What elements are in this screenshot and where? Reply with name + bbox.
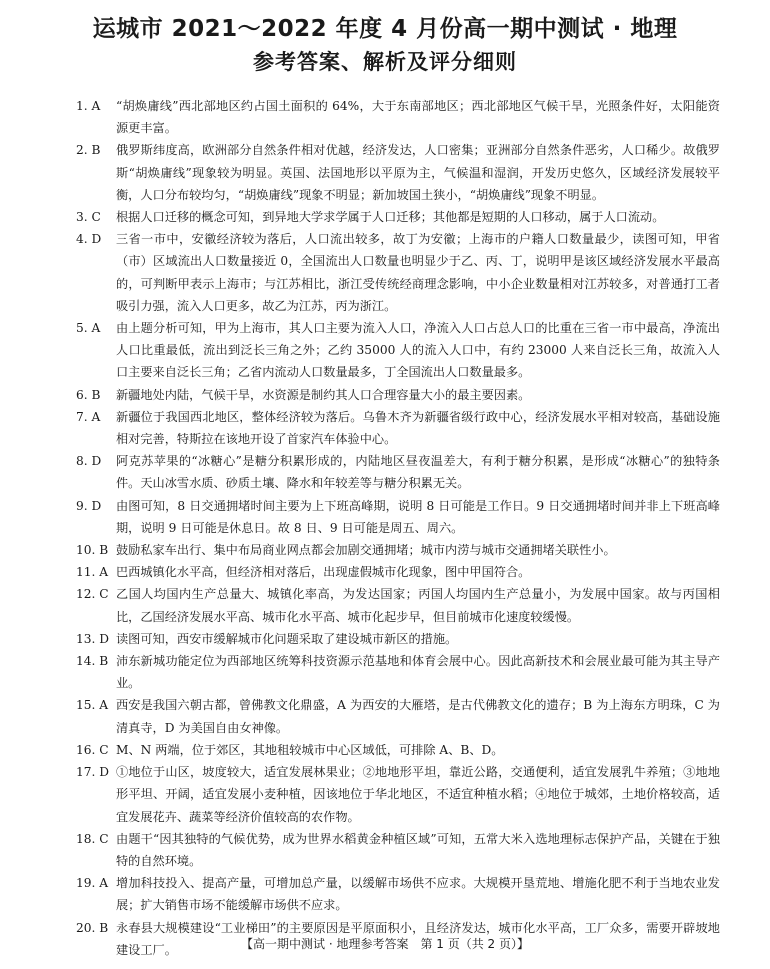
answer-number: 7. A <box>76 409 101 424</box>
answer-number: 4. D <box>76 232 102 247</box>
answer-item <box>76 384 720 406</box>
answer-explanation: 阿克苏苹果的“冰糖心”是糖分积累形成的，内陆地区昼夜温差大，有利于糖分积累，是形成“冰糖心”的独特条件。天山冰雪水质、砂质土壤、降水和年较差等与糖分积累无关。 <box>116 454 720 491</box>
answer-explanation: 西安是我国六朝古都，曾佛教文化鼎盛，A 为西安的大雁塔，是古代佛教文化的遗存；B 为上海东方明珠，C 为清真寺，D 为美国自由女神像。 <box>116 698 720 735</box>
answer-explanation: 永春县大规模建设“工业梯田”的主要原因是平原面积小，且经济发达，城市化水平高，工厂众多，需要开辟坡地建设工厂。 <box>116 920 720 957</box>
answer-number: 9. D <box>76 498 102 513</box>
answer-number: 11. A <box>76 565 109 580</box>
answer-item <box>76 495 720 539</box>
answer-explanation: “胡焕庸线”西北部地区约占国土面积的 64%，大于东南部地区；西北部地区气候干旱，光照条件好，太阳能资源更丰富。 <box>116 99 720 136</box>
answer-number: 8. D <box>76 454 102 469</box>
answer-item <box>76 206 720 228</box>
answer-number: 18. C <box>76 831 109 846</box>
answer-number: 17. D <box>76 765 110 780</box>
answer-item <box>76 628 720 650</box>
answer-item <box>76 539 720 561</box>
answer-number: 14. B <box>76 654 109 669</box>
answer-number: 3. C <box>76 210 101 225</box>
answer-explanation: 新疆位于我国西北地区，整体经济较为落后。乌鲁木齐为新疆省级行政中心，经济发展水平相对较高，基础设施相对完善，特斯拉在该地开设了首家汽车体验中心。 <box>116 409 720 447</box>
answer-item <box>76 95 720 139</box>
answer-explanation: ①地位于山区，坡度较大，适宜发展林果业；②地地形平坦，靠近公路，交通便利，适宜发展乳牛养殖；③地地形平坦、开阔，适宜发展小麦种植，因该地位于华北地区，不适宜种植水稻；④地位于城郊，土地价格较高，适宜发展花卉、蔬菜等经济价值较高的农作物。 <box>116 765 720 824</box>
answer-explanation: 由上题分析可知，甲为上海市，其人口主要为流入人口，净流入人口占总人口的比重在三省一市中最高，净流出人口比重最低，流出到泛长三角之外；乙约 35000 人的流入人口中，有约 23000 人来自泛长三角，故流入人口主要来自泛长三角；乙省内流动人口数量最多，丁全国流出人口数量最多。 <box>116 321 720 380</box>
answer-number: 19. A <box>76 876 109 891</box>
page-footer: 【高一期中测试 · 地理参考答案 第 1 页（共 2 页）】 <box>241 937 529 951</box>
answer-explanation: 由图可知，8 日交通拥堵时间主要为上下班高峰期，说明 8 日可能是工作日。9 日交通拥堵时间并非上下班高峰期，说明 9 日可能是休息日。故 8 日、9 日可能是周五、周六。 <box>116 498 720 535</box>
answer-item <box>76 406 720 450</box>
answer-item <box>76 450 720 494</box>
answer-item <box>76 139 720 206</box>
answer-explanation: 读图可知，西安市缓解城市化问题采取了建设城市新区的措施。 <box>116 631 458 646</box>
answer-item <box>76 872 720 916</box>
answer-number: 6. B <box>76 387 101 402</box>
answer-explanation: 三省一市中，安徽经济较为落后，人口流出较多，故丁为安徽；上海市的户籍人口数量最少，读图可知，甲省（市）区域流出人口数量接近 0，全国流出人口数量也明显少于乙、丙、丁，说明甲是该区域经济发展水平最高的，可判断甲表示上海市；与江苏相比，浙江受传统经商理念影响，中小企业数量相对江苏较多，对普通打工者吸引力强，流入人口更多，故乙为江苏，丙为浙江。 <box>116 232 720 313</box>
answer-explanation: 新疆地处内陆，气候干旱，水资源是制约其人口合理容量大小的最主要因素。 <box>116 387 531 402</box>
answer-item <box>76 694 720 738</box>
answer-explanation: 俄罗斯纬度高，欧洲部分自然条件相对优越，经济发达，人口密集；亚洲部分自然条件恶劣，人口稀少。故俄罗斯“胡焕庸线”现象较为明显。英国、法国地形以平原为主，气候温和湿润，开发历史悠久，区域经济发展较平衡，人口分布较均匀，“胡焕庸线”现象不明显；新加坡国土狭小，“胡焕庸线”现象不明显。 <box>116 143 720 202</box>
answer-list <box>76 95 720 961</box>
answer-number: 5. A <box>76 321 101 336</box>
answer-item <box>76 828 720 872</box>
answer-number: 20. B <box>76 920 109 935</box>
answer-item <box>76 583 720 627</box>
answer-item <box>76 228 720 317</box>
answer-number: 2. B <box>76 143 101 158</box>
answer-explanation: 沛东新城功能定位为西部地区统筹科技资源示范基地和体育会展中心。因此高新技术和会展业最可能为其主导产业。 <box>116 654 720 691</box>
answer-item <box>76 317 720 384</box>
answer-number: 1. A <box>76 99 101 113</box>
answer-explanation: 由题干“因其独特的气候优势，成为世界水稻黄金种植区域”可知，五常大米入选地理标志保护产品，关键在于独特的自然环境。 <box>116 831 720 868</box>
answer-item <box>76 650 720 694</box>
answer-item <box>76 739 720 761</box>
answer-number: 12. C <box>76 587 109 602</box>
answer-item <box>76 561 720 583</box>
page-subtitle: 参考答案、解析及评分细则 <box>253 50 517 74</box>
answer-number: 10. B <box>76 543 109 558</box>
answer-explanation: 增加科技投入、提高产量，可增加总产量，以缓解市场供不应求。大规模开垦荒地、增施化肥不利于当地农业发展；扩大销售市场不能缓解市场供不应求。 <box>116 876 720 913</box>
answer-number: 13. D <box>76 631 110 646</box>
answer-explanation: 根据人口迁移的概念可知，到异地大学求学属于人口迁移；其他都是短期的人口移动，属于人口流动。 <box>116 210 665 225</box>
answer-explanation: 鼓励私家车出行、集中布局商业网点都会加剧交通拥堵；城市内涝与城市交通拥堵关联性小。 <box>116 543 616 558</box>
answer-explanation: 乙国人均国内生产总量大、城镇化率高，为发达国家；丙国人均国内生产总量小，为发展中国家。故与丙国相比，乙国经济发展水平高、城市化水平高、城市化起步早，但目前城市化速度较缓慢。 <box>116 587 720 624</box>
answer-explanation: M、N 两端，位于郊区，其地租较城市中心区域低，可排除 A、B、D。 <box>116 742 504 757</box>
answer-explanation: 巴西城镇化水平高，但经济相对落后，出现虚假城市化现象，图中甲国符合。 <box>116 565 531 580</box>
answer-number: 16. C <box>76 742 109 757</box>
answer-number: 15. A <box>76 698 109 713</box>
page-title: 运城市 2021～2022 年度 4 月份高一期中测试 · 地理 <box>92 16 678 42</box>
answer-item <box>76 761 720 828</box>
